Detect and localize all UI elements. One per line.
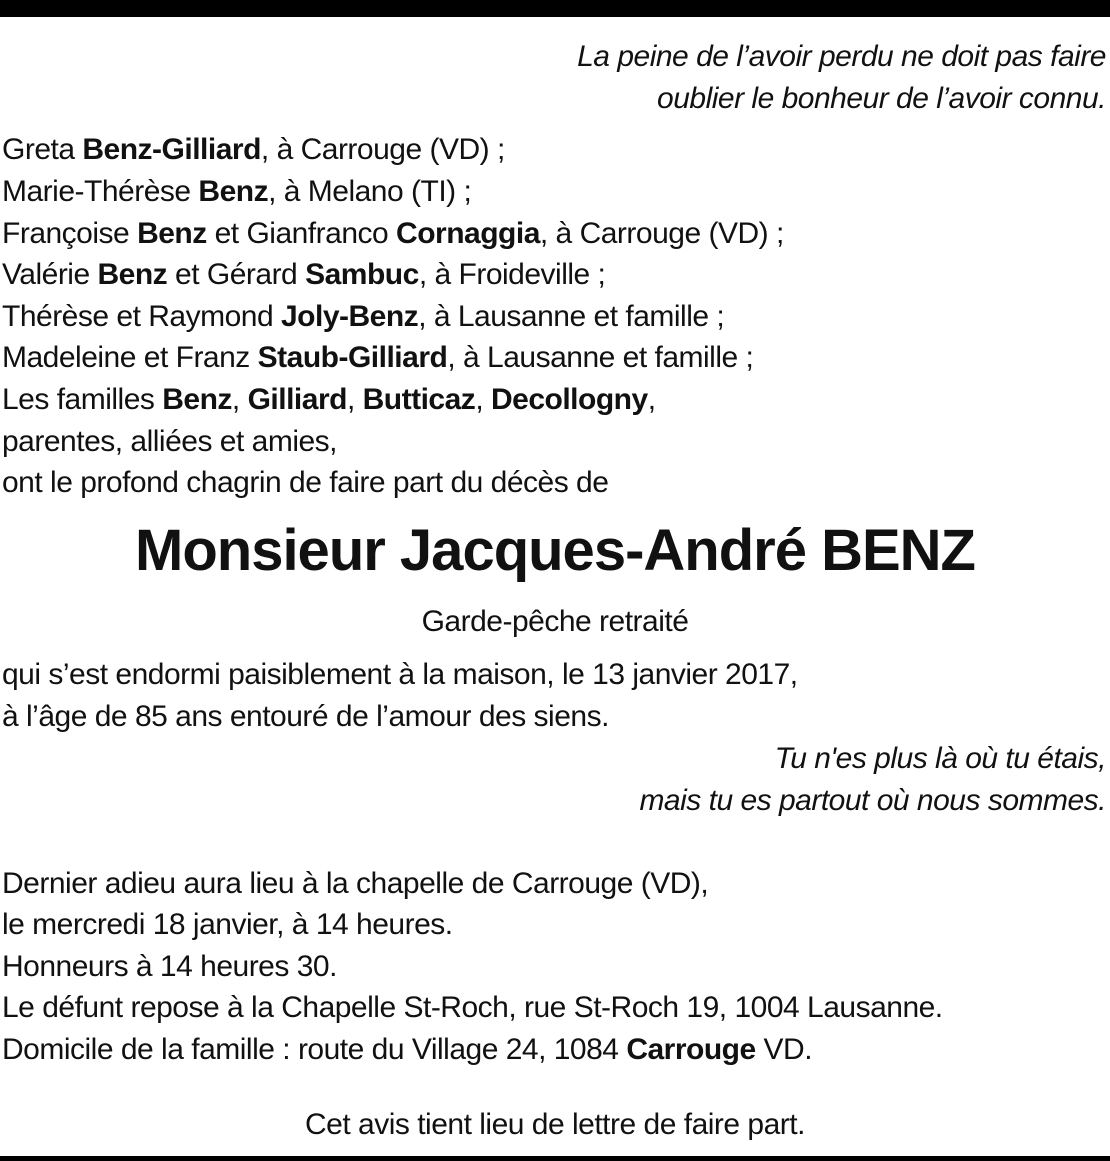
relatives-line: parentes, alliées et amies, <box>2 425 338 458</box>
bottom-rule <box>0 1156 1110 1161</box>
closing-line: Cet avis tient lieu de lettre de faire part. <box>305 1108 805 1141</box>
family-line-6: Madeleine et Franz Staub-Gilliard, à Lausanne et famille ; <box>2 341 754 374</box>
death-line-1: qui s’est endormi paisiblement à la maison, le 13 janvier 2017, <box>2 658 798 691</box>
family-line-5: Thérèse et Raymond Joly-Benz, à Lausanne et famille ; <box>2 300 725 333</box>
families-line: Les familles Benz, Gilliard, Butticaz, Decollogny, <box>2 383 656 416</box>
profession: Garde-pêche retraité <box>421 605 689 638</box>
family-line-3: Françoise Benz et Gianfranco Cornaggia, à Carrouge (VD) ; <box>2 217 784 250</box>
ceremony-line-2: le mercredi 18 janvier, à 14 heures. <box>2 908 453 941</box>
ceremony-line-1: Dernier adieu aura lieu à la chapelle de Carrouge (VD), <box>2 867 709 900</box>
deceased-name: Monsieur Jacques-André BENZ <box>135 518 975 583</box>
ceremony-line-4: Le défunt repose à la Chapelle St-Roch, rue St-Roch 19, 1004 Lausanne. <box>2 991 943 1024</box>
death-line-2: à l’âge de 85 ans entouré de l’amour des siens. <box>2 700 609 733</box>
epigraph-line-2: oublier le bonheur de l’avoir connu. <box>657 82 1106 115</box>
domicile-line: Domicile de la famille : route du Village 24, 1084 Carrouge VD. <box>2 1033 813 1066</box>
announce-line: ont le profond chagrin de faire part du décès de <box>2 466 609 499</box>
family-line-2: Marie-Thérèse Benz, à Melano (TI) ; <box>2 175 472 208</box>
quote-line-1: Tu n'es plus là où tu étais, <box>774 742 1106 775</box>
ceremony-line-3: Honneurs à 14 heures 30. <box>2 950 337 983</box>
epigraph-line-1: La peine de l’avoir perdu ne doit pas faire <box>577 40 1106 73</box>
family-line-4: Valérie Benz et Gérard Sambuc, à Froideville ; <box>2 258 606 291</box>
quote-line-2: mais tu es partout où nous sommes. <box>639 784 1106 817</box>
top-rule <box>0 0 1110 17</box>
family-line-1: Greta Benz-Gilliard, à Carrouge (VD) ; <box>2 133 505 166</box>
